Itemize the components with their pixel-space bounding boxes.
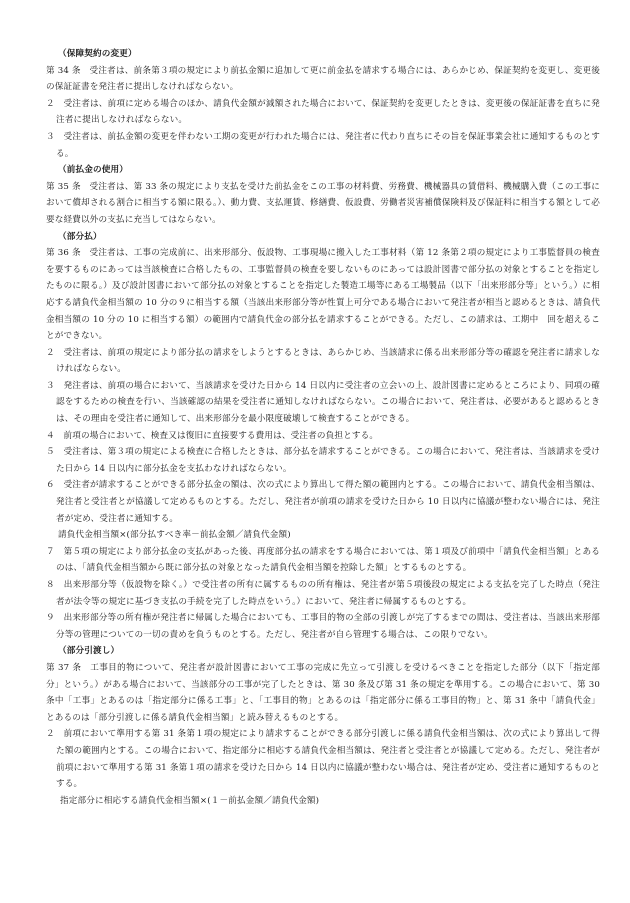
article-36-item-8: ８ 出来形部分等（仮設物を除く。）で受注者の所有に属するものの所有権は、発注者が第５項後段の規定による支払を完了した時点（発注者が法令等の規定に基づき支払の手続を完了した時点をいう。）において、発注者に帰属するものとする。 [46,580,600,607]
section-heading-partial-payment: （部分払） [58,231,102,242]
article-34: 第 34 条 受注者は、前条第３項の規定により前払金額に追加して更に前金払を請求する場合には、あらかじめ、保証契約を変更し、変更後の保証証書を発注者に提出しなければならない。 [46,65,600,93]
article-37-item-2: ２ 前項において準用する第 31 条第１項の規定により請求することができる部分引渡しに係る請負代金相当額は、次の式により算出して得た額の範囲内とする。この場合において、指定部分に相応する請負代金相当額は、発注者と受注者とが協議して定める。ただし、発注者が前項において準用する第 31 条第１項の請求を受けた日から 14 日以内に協議が整わない場合は、発注者が定め、受注者に通知するものとする。 [46,729,600,790]
article-36: 第 36 条 受注者は、工事の完成前に、出来形部分、仮設物、工事現場に搬入した工事材料（第 12 条第２項の規定により工事監督員の検査を要するものにあっては当該検査に合格したもの、工事監督員の検査を要しないものにあっては設計図書で部分払の対象とすることを指定したものに限る。）及び設計図書において部分払の対象とすることを指定した製造工場等にある工場製品（以下「出来形部分等」という。）に相応する請負代金相当額の 10 分の９に相当する額（当該出来形部分等が性質上可分である場合において発注者が相当と認めるときは、請負代金相当額の 10 分の 10 に相当する額）の範囲内で請負代金の部分払を請求することができる。ただし、この請求は、工期中 回を超えることができない。 [46,248,600,342]
section-heading-partial-delivery: （部分引渡し） [58,646,120,657]
article-36-item-2: ２ 受注者は、前項の規定により部分払の請求をしようとするときは、あらかじめ、当該請求に係る出来形部分等の確認を発注者に請求しなければならない。 [46,347,600,375]
article-36-item-3: ３ 発注者は、前項の場合において、当該請求を受けた日から 14 日以内に受注者の立会いの上、設計図書に定めるところにより、同項の確認をするための検査を行い、当該確認の結果を受注者に通知しなければならない。この場合において、発注者は、必要があると認めるときは、その理由を受注者に通知して、出来形部分を最小限度破壊して検査することができる。 [46,380,600,425]
article-36-item-5: ５ 受注者は、第３項の規定による検査に合格したときは、部分払を請求することができる。この場合において、発注者は、当該請求を受けた日から 14 日以内に部分払金を支払わなければならない。 [46,447,600,474]
article-35: 第 35 条 受注者は、第 33 条の規定により支払を受けた前払金をこの工事の材料費、労務費、機械器具の賃借料、機械購入費（この工事において償却される割合に相当する額に限る。）、動力費、支払運賃、修繕費、仮設費、労働者災害補償保険料及び保証料に相当する額として必要な経費以外の支払に充当してはならない。 [46,181,600,225]
article-34-item-2: ２ 受注者は、前項に定める場合のほか、請負代金額が減額された場合において、保証契約を変更したときは、変更後の保証証書を直ちに発注者に提出しなければならない。 [46,98,600,126]
section-heading-advance-use: （前払金の使用） [58,165,128,176]
article-36-item-7: ７ 第５項の規定により部分払金の支払があった後、再度部分払の請求をする場合においては、第１項及び前項中「請負代金相当額」とあるのは、「請負代金相当額から既に部分払の対象となった請負代金相当額を控除した額」とするものとする。 [46,546,600,574]
section-heading-guarantee-change: （保障契約の変更） [58,49,137,59]
article-36-item-9: ９ 出来形部分等の所有権が発注者に帰属した場合においても、工事目的物の全部の引渡しが完了するまでの間は、受注者は、当該出来形部分等の管理についての一切の責めを負うものとする。ただし、発注者が自ら管理する場合は、この限りでない。 [46,613,600,640]
article-36-item-6: ６ 受注者が請求することができる部分払金の額は、次の式により算出して得た額の範囲内とする。この場合において、請負代金相当額は、発注者と受注者とが協議して定めるものとする。ただし、発注者が前項の請求を受けた日から 10 日以内に協議が整わない場合には、発注者が定め、受注者に通知する。 [46,480,600,524]
article-37: 第 37 条 工事目的物について、発注者が設計図書において工事の完成に先立って引渡しを受けるべきことを指定した部分（以下「指定部分」という。）がある場合において、当該部分の工事が完了したときは、第 30 条及び第 31 条の規定を準用する。この場合において、第 30 条中「工事」とあるのは「指定部分に係る工事」と、「工事目的物」とあるのは「指定部分に係る工事目的物」と、第 31 条中「請負代金」とあるのは「部分引渡しに係る請負代金相当額」と読み替えるものとする。 [46,662,600,723]
partial-delivery-formula: 指定部分に相応する請負代金相当額×(１－前払金額／請負代金額) [60,795,320,806]
partial-payment-formula: 請負代金相当額×(部分払すべき率－前払金額／請負代金額) [58,530,291,541]
article-36-item-4: ４ 前項の場合において、検査又は復旧に直接要する費用は、受注者の負担とする。 [46,430,379,441]
article-34-item-3: ３ 受注者は、前払金額の変更を伴わない工期の変更が行われた場合には、発注者に代わり直ちにその旨を保証事業会社に通知するものとする。 [46,131,600,159]
